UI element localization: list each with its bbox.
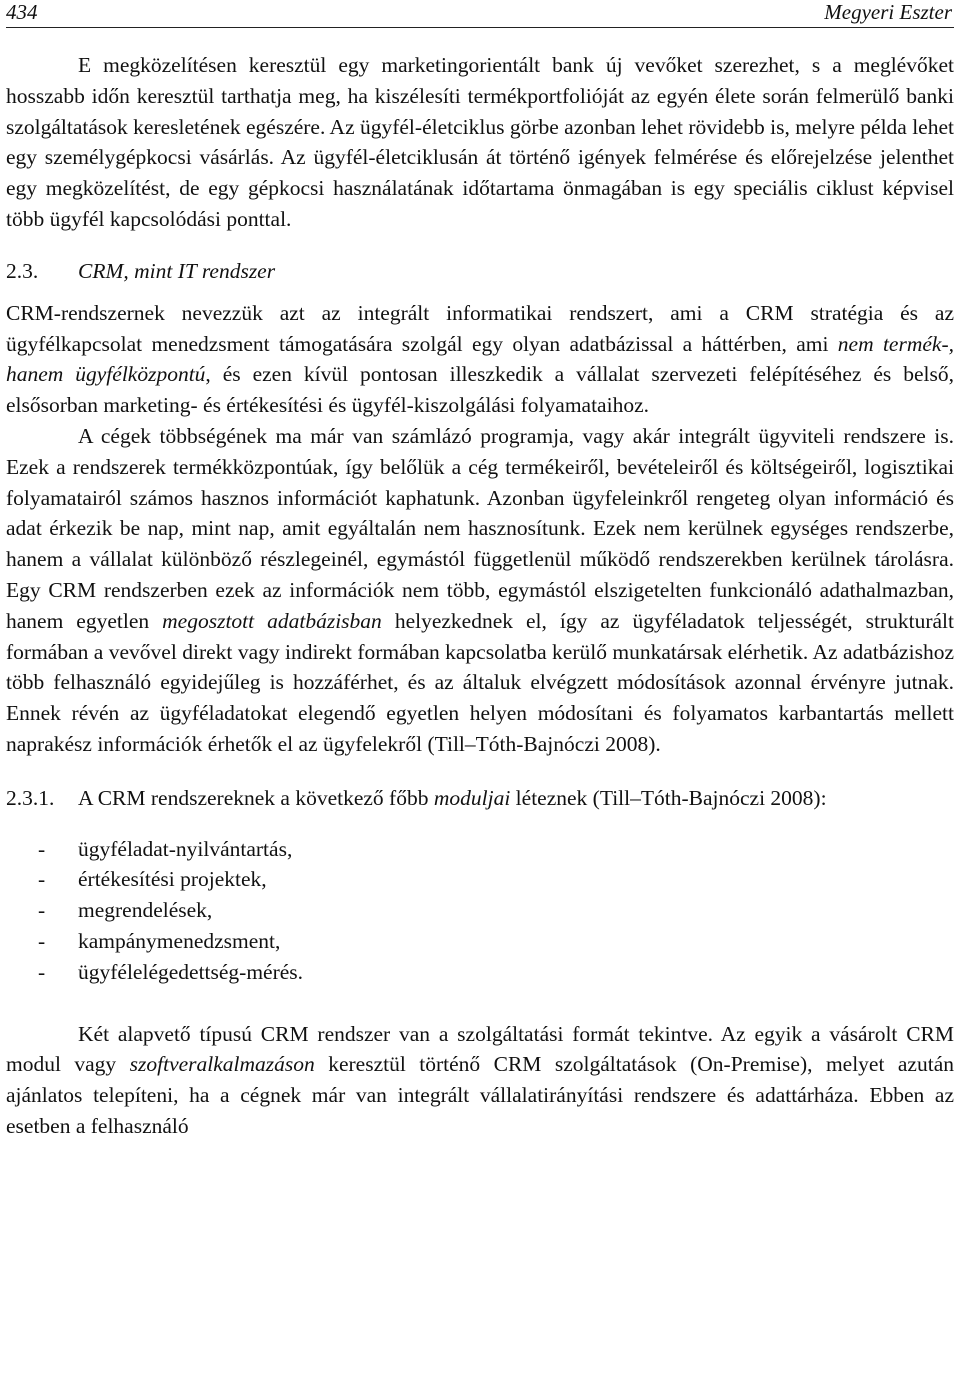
paragraph: E megközelítésen keresztül egy marketingorientált bank új vevőket szerezhet, s a meglévőket hosszabb időn keresztül tarthatja meg, ha kiszélesíti termékportfolióját az egyén élete során felmerülő banki szolgáltatások keresletének egészére. Az ügyfél-életciklus görbe azonban lehet rövidebb is, melyre példa lehet egy személygépkocsi vásárlás. Az ügyfél-életciklusán át történő igények felmérése és előrejelzése jelenthet egy megközelítést, de egy gépkocsi használatának időtartama önmagában is egy speciális ciklust képvisel több ügyfél kapcsolódási ponttal. xyxy=(6,53,954,231)
section-title: CRM, mint IT rendszer xyxy=(78,258,276,283)
list-dash: - xyxy=(38,898,46,923)
list-item xyxy=(6,926,954,957)
subsection-number: 2.3.1. xyxy=(6,785,55,810)
text-run: A cégek többségének ma már van számlázó programja, vagy akár integrált ügyviteli rendszere is. Ezek a rendszerek termékközpontúak, így belőlük a cég termékeiről, bevételeiről és költségeiről, logisztikai folyamatairól számos hasznos információt kaphatunk. Azonban ügyfeleinkről rengeteg olyan információ és adat érkezik be nap, mint nap, amit egyáltalán nem hasznosítunk. Ezek nem kerülnek egységes rendszerbe, hanem a vállalat különböző részlegeinél, egymástól függetlenül működő rendszerekben kerülnek tárolásra. Egy CRM rendszerben ezek az információk nem több, egymástól elszigetelten funkcionáló adathalmazban, hanem egyetlen xyxy=(6,423,954,633)
text-run: keresztül történő CRM szolgáltatások (On-Premise), melyet azután ajánlatos telepíteni, ha a cégnek már van integrált vállalatirányítási rendszere és adattárháza. Ebben az esetben a felhasználó xyxy=(6,1052,954,1138)
document-page xyxy=(6,0,954,1142)
text-run: A CRM rendszereknek a következő főbb xyxy=(78,785,434,810)
list-dash: - xyxy=(38,867,46,892)
section-heading xyxy=(6,256,954,287)
text-run: helyezkednek el, így az ügyféladatok teljességét, strukturált formában a vevővel direkt vagy indirekt formában kapcsolatba kerülő munkatársak elérhetik. Az adatbázishoz több felhasználó egyidejűleg is hozzáférhet, és az általuk elvégzett módosítások azonnal érvényre jutnak. Ennek révén az ügyféladatokat elegendő egyetlen helyen módosítani és folyamatos karbantartás mellett naprakész információk érhetők el az ügyfelekről (Till–Tóth-Bajnóczi 2008). xyxy=(6,608,955,756)
paragraph xyxy=(6,421,954,760)
text-run: CRM-rendszernek nevezzük azt az integrált informatikai rendszert, ami a CRM stratégia és az ügyfélkapcsolat menedzsment támogatására szolgál egy olyan adatbázissal a háttérben, ami xyxy=(6,300,954,356)
page-number: 434 xyxy=(6,0,38,24)
body-text xyxy=(6,50,954,1142)
emphasis: moduljai xyxy=(433,785,511,810)
running-header-author: Megyeri Eszter xyxy=(824,0,952,24)
text-run: Két alapvető típusú CRM rendszer van a szolgáltatási formát tekintve. Az egyik a vásárolt CRM modul vagy xyxy=(6,1021,954,1077)
paragraph xyxy=(6,298,954,421)
list-item-text: ügyfélelégedettség-mérés. xyxy=(78,959,304,984)
section-number: 2.3. xyxy=(6,258,39,283)
emphasis: nem termék-, hanem ügyfélközpontú xyxy=(6,331,954,387)
list-item-text: értékesítési projektek, xyxy=(78,867,267,892)
list-item-text: megrendelések, xyxy=(78,898,213,923)
emphasis: megosztott adatbázisban xyxy=(162,608,382,633)
list-dash: - xyxy=(38,928,46,953)
text-run: léteznek (Till–Tóth-Bajnóczi 2008): xyxy=(510,785,827,810)
running-header xyxy=(6,0,954,28)
list-dash: - xyxy=(38,959,46,984)
list-item xyxy=(6,957,954,988)
subsection-text xyxy=(78,783,954,814)
paragraph xyxy=(6,1019,954,1142)
list-dash: - xyxy=(38,836,46,861)
list-item-text: ügyféladat-nyilvántartás, xyxy=(78,836,293,861)
emphasis: szoftveralkalmazáson xyxy=(129,1052,315,1077)
list-item xyxy=(6,895,954,926)
list-item xyxy=(6,864,954,895)
list-item-text: kampánymenedzsment, xyxy=(78,928,281,953)
text-run: , és ezen kívül pontosan illeszkedik a vállalat szervezeti felépítéséhez és belső, elsősorban marketing- és értékesítési és ügyfél-kiszolgálási folyamataihoz. xyxy=(6,362,954,418)
module-list xyxy=(6,834,954,988)
list-item xyxy=(6,834,954,865)
subsection-heading xyxy=(6,783,954,814)
